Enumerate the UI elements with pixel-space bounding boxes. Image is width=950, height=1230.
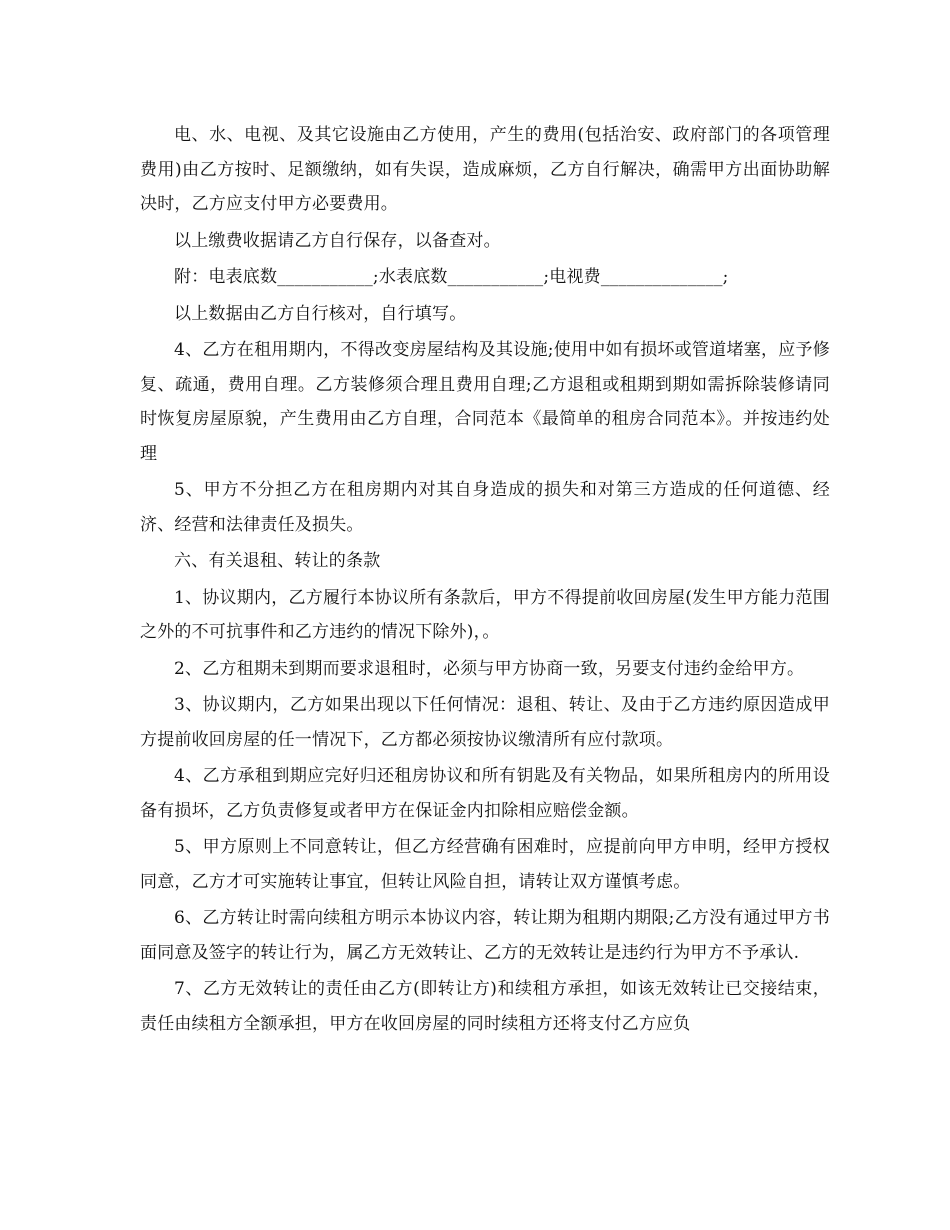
paragraph-clause-1-early-recall: 1、协议期内，乙方履行本协议所有条款后，甲方不得提前收回房屋(发生甲方能力范围之外的不可抗事件和乙方违约的情况下除外)，。 [140,587,830,642]
paragraph-clause-4-structure: 4、乙方在租用期内，不得改变房屋结构及其设施;使用中如有损坏或管道堵塞，应予修复、疏通，费用自理。乙方装修须合理且费用自理;乙方退租或租期到期如需拆除装修请同时恢复房屋原貌，产生费用由乙方自理，合同范本《最简单的租房合同范本》。并按违约处理 [140,340,830,464]
paragraph-clause-5-liability: 5、甲方不分担乙方在租房期内对其自身造成的损失和对第三方造成的任何道德、经济、经营和法律责任及损失。 [140,480,830,535]
paragraph-clause-7-transfer-liability: 7、乙方无效转让的责任由乙方(即转让方)和续租方承担，如该无效转让已交接结束，责任由续租方全额承担，甲方在收回房屋的同时续租方还将支付乙方应负 [140,979,830,1034]
paragraph-meter-readings: 附：电表底数___________;水表底数___________;电视费______________; [174,267,729,287]
document-body [140,118,830,1043]
paragraph-clause-6-transfer-disclosure: 6、乙方转让时需向续租方明示本协议内容，转让期为租期内期限;乙方没有通过甲方书面同意及签字的转让行为，属乙方无效转让、乙方的无效转让是违约行为甲方不予承认. [140,908,830,963]
paragraph-clause-3-payments: 3、协议期内，乙方如果出现以下任何情况：退租、转让、及由于乙方违约原因造成甲方提前收回房屋的任一情况下，乙方都必须按协议缴清所有应付款项。 [140,695,830,750]
paragraph-self-check: 以上数据由乙方自行核对，自行填写。 [174,303,467,324]
paragraph-receipts: 以上缴费收据请乙方自行保存，以备查对。 [174,230,501,251]
paragraph-clause-5-transfer-consent: 5、甲方原则上不同意转让，但乙方经营确有困难时，应提前向甲方申明，经甲方授权同意，乙方才可实施转让事宜，但转让风险自担，请转让双方谨慎考虑。 [140,837,830,892]
paragraph-clause-4-return: 4、乙方承租到期应完好归还租房协议和所有钥匙及有关物品，如果所租房内的所用设备有损坏，乙方负责修复或者甲方在保证金内扣除相应赔偿金额。 [140,766,830,821]
paragraph-clause-2-early-termination: 2、乙方租期未到期而要求退租时，必须与甲方协商一致，另要支付违约金给甲方。 [174,658,805,679]
paragraph-utilities-fees: 电、水、电视、及其它设施由乙方使用，产生的费用(包括治安、政府部门的各项管理费用)由乙方按时、足额缴纳，如有失误，造成麻烦，乙方自行解决，确需甲方出面协助解决时，乙方应支付甲方必要费用。 [140,125,830,214]
section-heading-termination-transfer: 六、有关退租、转让的条款 [174,551,381,571]
